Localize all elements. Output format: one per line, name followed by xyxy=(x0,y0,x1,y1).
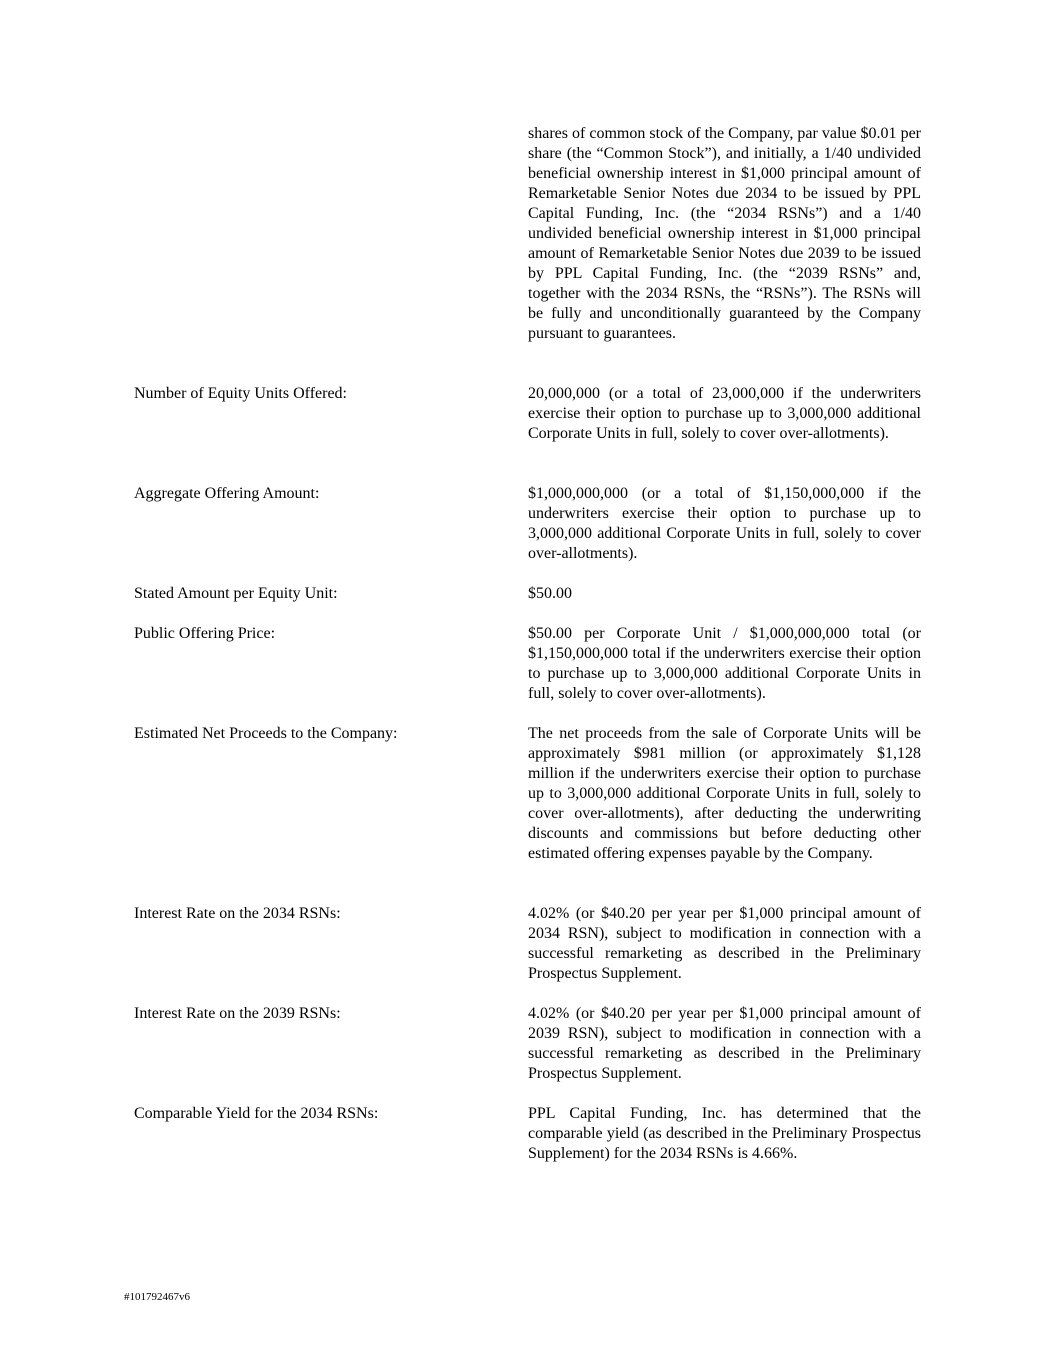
term-label: Aggregate Offering Amount: xyxy=(134,485,320,502)
term-value: $1,000,000,000 (or a total of $1,150,000,000 if the underwriters exercise their option to purchase up to 3,000,000 additional Corporate Units in full, solely to cover over-allotments). xyxy=(528,485,921,562)
term-value: $50.00 xyxy=(528,585,572,602)
term-value: The net proceeds from the sale of Corporate Units will be approximately $981 million (or approximately $1,128 million if the underwriters exercise their option to purchase up to 3,000,000 additional Corporate Units in full, solely to cover over-allotments), after deducting the underwriting discounts and commissions but before deducting other estimated offering expenses payable by the Company. xyxy=(528,725,921,862)
term-label: Estimated Net Proceeds to the Company: xyxy=(134,725,398,742)
term-value: $50.00 per Corporate Unit / $1,000,000,000 total (or $1,150,000,000 total if the underwriters exercise their option to purchase up to 3,000,000 additional Corporate Units in full, solely to cover over-allotments). xyxy=(528,625,921,702)
document-id-footer: #101792467v6 xyxy=(124,1291,190,1303)
term-value: 4.02% (or $40.20 per year per $1,000 principal amount of 2034 RSN), subject to modification in connection with a successful remarketing as described in the Preliminary Prospectus Supplement. xyxy=(528,905,921,982)
term-value: PPL Capital Funding, Inc. has determined that the comparable yield (as described in the Preliminary Prospectus Supplement) for the 2034 RSNs is 4.66%. xyxy=(528,1105,921,1162)
term-label: Stated Amount per Equity Unit: xyxy=(134,585,338,602)
term-value: 4.02% (or $40.20 per year per $1,000 principal amount of 2039 RSN), subject to modification in connection with a successful remarketing as described in the Preliminary Prospectus Supplement. xyxy=(528,1005,921,1082)
term-label: Number of Equity Units Offered: xyxy=(134,385,347,402)
intro-paragraph: shares of common stock of the Company, par value $0.01 per share (the “Common Stock”), and initially, a 1/40 undivided beneficial ownership interest in $1,000 principal amount of Remarketable Senior Notes due 2034 to be issued by PPL Capital Funding, Inc. (the “2034 RSNs”) and a 1/40 undivided beneficial ownership interest in $1,000 principal amount of Remarketable Senior Notes due 2039 to be issued by PPL Capital Funding, Inc. (the “2039 RSNs” and, together with the 2034 RSNs, the “RSNs”). The RSNs will be fully and unconditionally guaranteed by the Company pursuant to guarantees. xyxy=(528,125,921,342)
term-label: Interest Rate on the 2034 RSNs: xyxy=(134,905,341,922)
term-label: Public Offering Price: xyxy=(134,625,276,642)
term-label: Comparable Yield for the 2034 RSNs: xyxy=(134,1105,379,1122)
term-value: 20,000,000 (or a total of 23,000,000 if the underwriters exercise their option to purchase up to 3,000,000 additional Corporate Units in full, solely to cover over-allotments). xyxy=(528,385,921,442)
term-label: Interest Rate on the 2039 RSNs: xyxy=(134,1005,341,1022)
